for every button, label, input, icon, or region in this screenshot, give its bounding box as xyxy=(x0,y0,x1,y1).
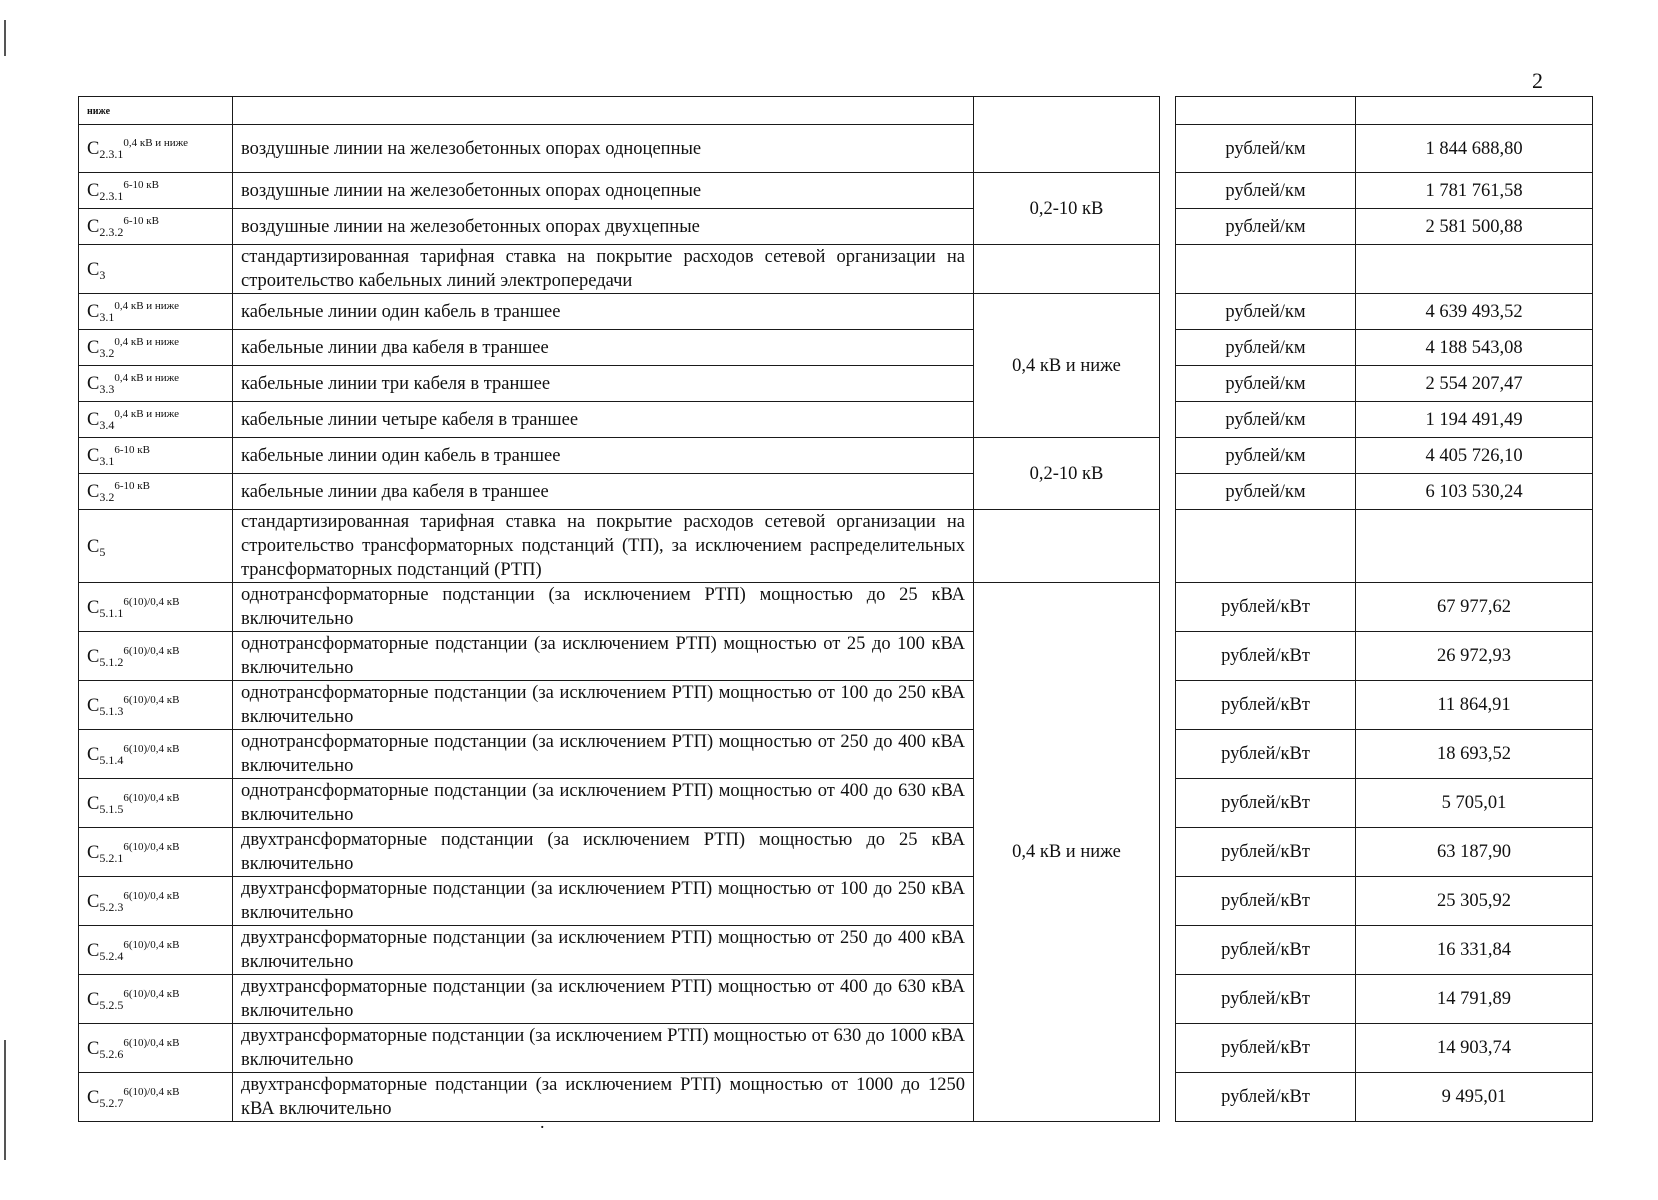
code-subscript: 5.1.5 xyxy=(99,801,124,816)
code-superscript: 0,4 кВ и ниже xyxy=(114,408,180,420)
table-row xyxy=(79,209,1593,245)
description-cell: однотрансформаторные подстанции (за исключением РТП) мощностью от 400 до 630 кВА включительно xyxy=(233,779,974,828)
code-superscript: 6(10)/0,4 кВ xyxy=(123,889,180,902)
code-superscript: 6(10)/0,4 кВ xyxy=(123,791,180,804)
description-cell: кабельные линии два кабеля в траншее xyxy=(233,330,974,366)
code-cell xyxy=(79,1024,233,1073)
unit-cell: рублей/км xyxy=(1176,474,1356,510)
table-row xyxy=(79,438,1593,474)
unit-cell: рублей/кВт xyxy=(1176,632,1356,681)
code-superscript: 6(10)/0,4 кВ xyxy=(123,938,180,951)
code-cell xyxy=(79,209,233,245)
table-row xyxy=(79,510,1593,583)
code-base: C xyxy=(87,338,100,358)
code-cell xyxy=(79,779,233,828)
code-cell xyxy=(79,294,233,330)
table-row xyxy=(79,402,1593,438)
code-base: C xyxy=(87,1038,100,1059)
unit-cell: рублей/км xyxy=(1176,209,1356,245)
table-row xyxy=(79,730,1593,779)
value-cell: 1 844 688,80 xyxy=(1356,125,1593,173)
code-cell xyxy=(79,125,233,173)
unit-cell: рублей/кВт xyxy=(1176,1024,1356,1073)
code-base: C xyxy=(87,302,100,322)
value-cell: 26 972,93 xyxy=(1356,632,1593,681)
column-gap xyxy=(1160,438,1176,510)
value-cell: 16 331,84 xyxy=(1356,926,1593,975)
code-base: C xyxy=(87,793,100,814)
table-row xyxy=(79,1073,1593,1122)
voltage-cell: 0,2-10 кВ xyxy=(974,438,1160,510)
code-superscript: 6(10)/0,4 кВ xyxy=(123,1085,180,1098)
unit-cell: рублей/кВт xyxy=(1176,779,1356,828)
table-row xyxy=(79,681,1593,730)
code-base: C xyxy=(87,139,100,159)
description-cell: стандартизированная тарифная ставка на покрытие расходов сетевой организации на строительство трансформаторных подстанций (ТП), за исключением распределительных трансформаторных подстанций (РТП) xyxy=(233,510,974,583)
scan-speck: . xyxy=(540,1112,545,1132)
value-cell: 6 103 530,24 xyxy=(1356,474,1593,510)
tariff-table xyxy=(78,96,1593,1122)
table-row xyxy=(79,779,1593,828)
code-subscript: 3.2 xyxy=(99,346,115,360)
code-cell xyxy=(79,330,233,366)
description-cell: кабельные линии один кабель в траншее xyxy=(233,294,974,330)
column-gap xyxy=(1160,97,1176,173)
description-cell: кабельные линии один кабель в траншее xyxy=(233,438,974,474)
code-subscript: 2.3.2 xyxy=(99,225,124,239)
description-cell: воздушные линии на железобетонных опорах одноцепные xyxy=(233,125,974,173)
column-gap xyxy=(1160,583,1176,1122)
description-cell: однотрансформаторные подстанции (за исключением РТП) мощностью от 250 до 400 кВА включительно xyxy=(233,730,974,779)
code-superscript: 0,4 кВ и ниже xyxy=(123,137,189,149)
column-gap xyxy=(1160,510,1176,583)
code-cell xyxy=(79,877,233,926)
description-cell: воздушные линии на железобетонных опорах одноцепные xyxy=(233,173,974,209)
unit-cell xyxy=(1176,97,1356,125)
code-cell xyxy=(79,245,233,294)
unit-cell xyxy=(1176,510,1356,583)
code-subscript: 3 xyxy=(99,267,106,282)
value-cell: 9 495,01 xyxy=(1356,1073,1593,1122)
table-row xyxy=(79,1024,1593,1073)
code-superscript: 6-10 кВ xyxy=(114,480,150,492)
code-superscript: 6(10)/0,4 кВ xyxy=(123,644,180,657)
code-cell xyxy=(79,926,233,975)
value-cell: 1 781 761,58 xyxy=(1356,173,1593,209)
voltage-cell: 0,4 кВ и ниже xyxy=(974,294,1160,438)
value-cell: 4 405 726,10 xyxy=(1356,438,1593,474)
value-cell: 2 554 207,47 xyxy=(1356,366,1593,402)
code-subscript: 5.1.3 xyxy=(99,703,124,718)
value-cell xyxy=(1356,510,1593,583)
code-cell xyxy=(79,510,233,583)
table-row xyxy=(79,828,1593,877)
code-subscript: 5.2.6 xyxy=(99,1046,124,1061)
code-superscript: 6(10)/0,4 кВ xyxy=(123,840,180,853)
code-subscript: 3.4 xyxy=(99,418,115,432)
code-base: C xyxy=(87,374,100,394)
code-base: C xyxy=(87,410,100,430)
value-cell: 11 864,91 xyxy=(1356,681,1593,730)
code-cell xyxy=(79,366,233,402)
code-superscript: 6-10 кВ xyxy=(123,179,159,191)
code-base: C xyxy=(87,482,100,502)
code-subscript: 5.1.1 xyxy=(99,605,124,620)
code-cell xyxy=(79,173,233,209)
code-subscript: 2.3.1 xyxy=(99,189,124,203)
code-superscript: 0,4 кВ и ниже xyxy=(114,336,180,348)
voltage-cell: 0,4 кВ и ниже xyxy=(974,583,1160,1122)
table-row xyxy=(79,474,1593,510)
code-superscript: 6-10 кВ xyxy=(123,215,159,227)
description-cell: двухтрансформаторные подстанции (за исключением РТП) мощностью от 400 до 630 кВА включительно xyxy=(233,975,974,1024)
voltage-cell xyxy=(974,97,1160,173)
description-cell: двухтрансформаторные подстанции (за исключением РТП) мощностью от 630 до 1000 кВА включительно xyxy=(233,1024,974,1073)
value-cell: 67 977,62 xyxy=(1356,583,1593,632)
code-superscript: 6(10)/0,4 кВ xyxy=(123,595,180,608)
code-base: C xyxy=(87,536,100,557)
value-cell: 14 903,74 xyxy=(1356,1024,1593,1073)
code-subscript: 3.1 xyxy=(99,454,115,468)
code-base: C xyxy=(87,181,100,201)
table-row xyxy=(79,97,1593,125)
code-subscript: 5.2.1 xyxy=(99,850,124,865)
code-cell xyxy=(79,730,233,779)
code-base: C xyxy=(87,446,100,466)
code-base: C xyxy=(87,597,100,618)
code-base: C xyxy=(87,940,100,961)
description-cell xyxy=(233,97,974,125)
code-base: C xyxy=(87,259,100,280)
table-row xyxy=(79,926,1593,975)
table-row xyxy=(79,366,1593,402)
unit-cell: рублей/км xyxy=(1176,330,1356,366)
code-subscript: 3.2 xyxy=(99,490,115,504)
value-cell: 4 188 543,08 xyxy=(1356,330,1593,366)
description-cell: двухтрансформаторные подстанции (за исключением РТП) мощностью от 250 до 400 кВА включительно xyxy=(233,926,974,975)
page-number: 2 xyxy=(1532,68,1543,93)
column-gap xyxy=(1160,173,1176,245)
code-base: C xyxy=(87,744,100,765)
description-cell: двухтрансформаторные подстанции (за исключением РТП) мощностью до 25 кВА включительно xyxy=(233,828,974,877)
code-subscript: 2.3.1 xyxy=(99,147,124,161)
unit-cell: рублей/кВт xyxy=(1176,926,1356,975)
code-cell xyxy=(79,681,233,730)
code-subscript: 5.2.3 xyxy=(99,899,124,914)
code-cell xyxy=(79,1073,233,1122)
unit-cell: рублей/км xyxy=(1176,173,1356,209)
value-cell: 63 187,90 xyxy=(1356,828,1593,877)
description-cell: двухтрансформаторные подстанции (за исключением РТП) мощностью от 1000 до 1250 кВА включительно xyxy=(233,1073,974,1122)
table-row xyxy=(79,877,1593,926)
code-cell xyxy=(79,632,233,681)
code-cell xyxy=(79,828,233,877)
column-gap xyxy=(1160,294,1176,438)
code-subscript: 5.2.4 xyxy=(99,948,124,963)
voltage-cell: 0,2-10 кВ xyxy=(974,173,1160,245)
code-base: C xyxy=(87,646,100,667)
value-cell: 1 194 491,49 xyxy=(1356,402,1593,438)
code-superscript: 6(10)/0,4 кВ xyxy=(123,1036,180,1049)
table-row xyxy=(79,125,1593,173)
code-superscript: 6(10)/0,4 кВ xyxy=(123,987,180,1000)
code-subscript: 5.2.7 xyxy=(99,1095,124,1110)
description-cell: стандартизированная тарифная ставка на покрытие расходов сетевой организации на строительство кабельных линий электропередачи xyxy=(233,245,974,294)
table-row xyxy=(79,245,1593,294)
code-base: C xyxy=(87,1087,100,1108)
value-cell: 2 581 500,88 xyxy=(1356,209,1593,245)
code-cell xyxy=(79,402,233,438)
code-cell xyxy=(79,583,233,632)
code-superscript: 6(10)/0,4 кВ xyxy=(123,742,180,755)
value-cell: 18 693,52 xyxy=(1356,730,1593,779)
description-cell: двухтрансформаторные подстанции (за исключением РТП) мощностью от 100 до 250 кВА включительно xyxy=(233,877,974,926)
unit-cell: рублей/км xyxy=(1176,438,1356,474)
code-base: C xyxy=(87,695,100,716)
table-row xyxy=(79,294,1593,330)
code-subscript: 3.3 xyxy=(99,382,115,396)
unit-cell: рублей/кВт xyxy=(1176,583,1356,632)
table-row xyxy=(79,583,1593,632)
unit-cell: рублей/кВт xyxy=(1176,828,1356,877)
code-cell xyxy=(79,438,233,474)
unit-cell: рублей/км xyxy=(1176,294,1356,330)
unit-cell: рублей/кВт xyxy=(1176,730,1356,779)
code-base: C xyxy=(87,842,100,863)
description-cell: воздушные линии на железобетонных опорах двухцепные xyxy=(233,209,974,245)
unit-cell xyxy=(1176,245,1356,294)
unit-cell: рублей/кВт xyxy=(1176,975,1356,1024)
description-cell: кабельные линии два кабеля в траншее xyxy=(233,474,974,510)
description-cell: кабельные линии четыре кабеля в траншее xyxy=(233,402,974,438)
description-cell: однотрансформаторные подстанции (за исключением РТП) мощностью до 25 кВА включительно xyxy=(233,583,974,632)
code-cell xyxy=(79,975,233,1024)
table-row xyxy=(79,975,1593,1024)
scan-edge-mark xyxy=(4,1040,6,1160)
code-superscript: 0,4 кВ и ниже xyxy=(114,372,180,384)
description-cell: кабельные линии три кабеля в траншее xyxy=(233,366,974,402)
table-row xyxy=(79,330,1593,366)
description-cell: однотрансформаторные подстанции (за исключением РТП) мощностью от 100 до 250 кВА включительно xyxy=(233,681,974,730)
voltage-cell xyxy=(974,245,1160,294)
value-cell xyxy=(1356,245,1593,294)
voltage-cell xyxy=(974,510,1160,583)
table-row xyxy=(79,632,1593,681)
code-base: C xyxy=(87,989,100,1010)
description-cell: однотрансформаторные подстанции (за исключением РТП) мощностью от 25 до 100 кВА включительно xyxy=(233,632,974,681)
unit-cell: рублей/км xyxy=(1176,366,1356,402)
value-cell xyxy=(1356,97,1593,125)
unit-cell: рублей/кВт xyxy=(1176,681,1356,730)
code-base: C xyxy=(87,891,100,912)
unit-cell: рублей/км xyxy=(1176,402,1356,438)
code-cell xyxy=(79,474,233,510)
code-subscript: 5.1.4 xyxy=(99,752,124,767)
value-cell: 5 705,01 xyxy=(1356,779,1593,828)
code-subscript: 3.1 xyxy=(99,310,115,324)
value-cell: 4 639 493,52 xyxy=(1356,294,1593,330)
code-superscript: 6-10 кВ xyxy=(114,444,150,456)
code-subscript: 5 xyxy=(99,544,106,559)
column-gap xyxy=(1160,245,1176,294)
code-subscript: 5.2.5 xyxy=(99,997,124,1012)
value-cell: 14 791,89 xyxy=(1356,975,1593,1024)
scan-edge-mark xyxy=(4,20,6,56)
code-subscript: 5.1.2 xyxy=(99,654,124,669)
unit-cell: рублей/кВт xyxy=(1176,877,1356,926)
code-superscript: 6(10)/0,4 кВ xyxy=(123,693,180,706)
code-superscript: 0,4 кВ и ниже xyxy=(114,300,180,312)
code-cell xyxy=(79,97,233,125)
table-row xyxy=(79,173,1593,209)
code-base: C xyxy=(87,217,100,237)
value-cell: 25 305,92 xyxy=(1356,877,1593,926)
fragment-text: ниже xyxy=(87,106,111,117)
unit-cell: рублей/км xyxy=(1176,125,1356,173)
unit-cell: рублей/кВт xyxy=(1176,1073,1356,1122)
